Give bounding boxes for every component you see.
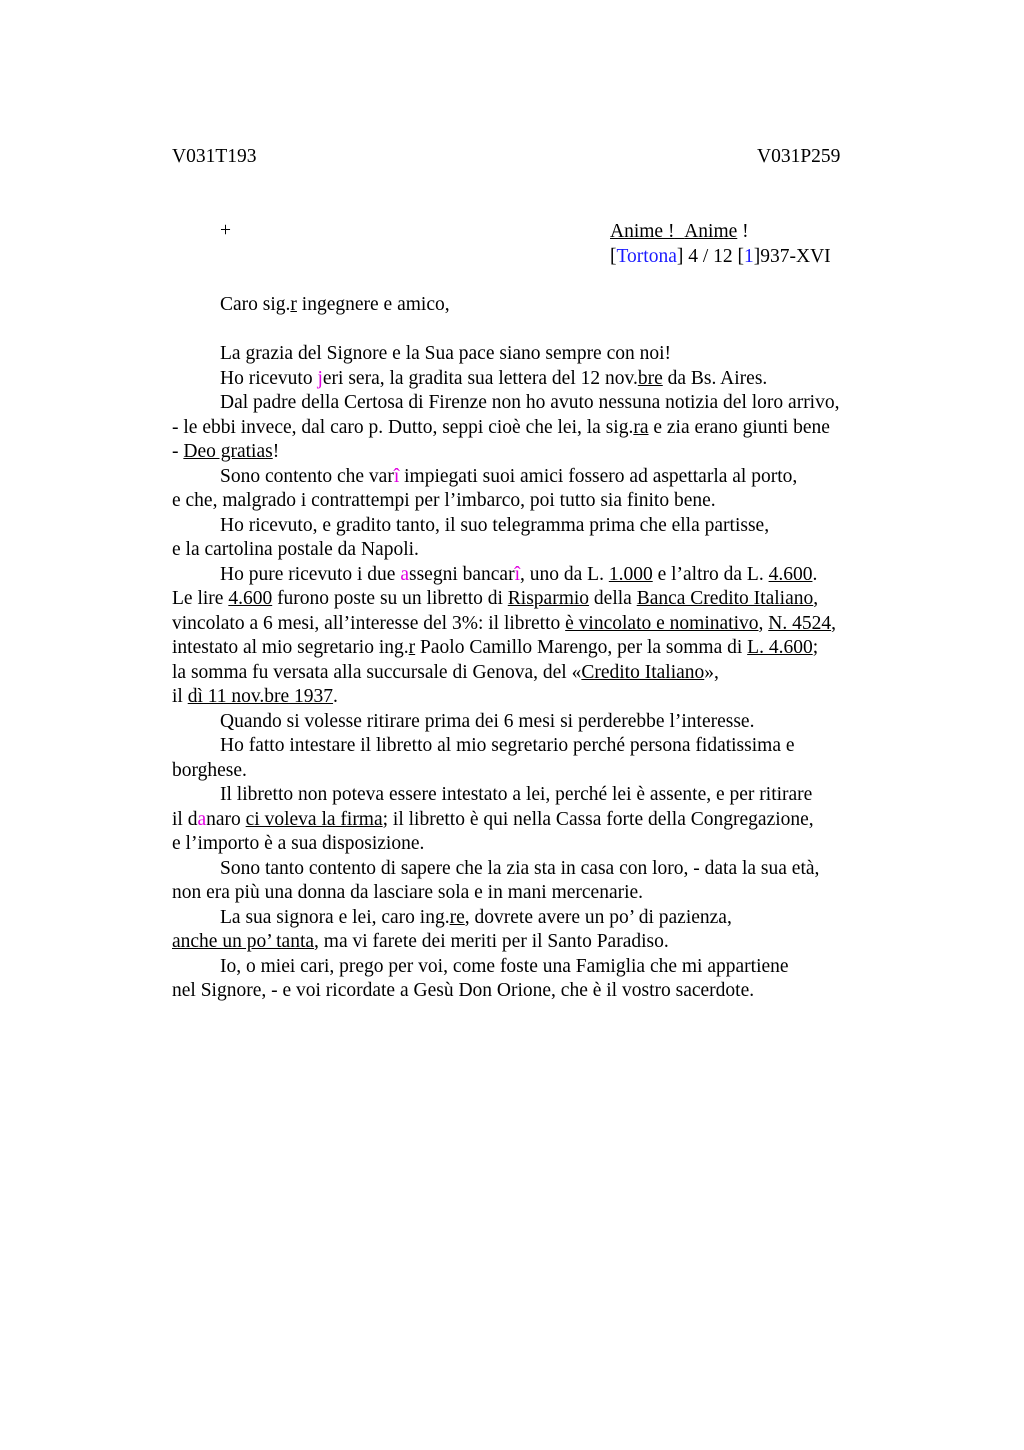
- letter-line: e che, malgrado i contrattempi per l’imbarco, poi tutto sia finito bene.: [172, 490, 716, 511]
- motto-part2: Anime: [684, 221, 738, 242]
- underlined: 4.600: [228, 588, 273, 609]
- letter-line: [172, 612, 892, 637]
- text: »,: [704, 661, 719, 683]
- text: il d: [172, 808, 198, 830]
- text: La sua signora e lei, caro ing.: [220, 906, 450, 928]
- underlined: Banca Credito Italiano: [636, 588, 814, 609]
- dateline: [610, 245, 831, 270]
- letter-line: [172, 808, 892, 833]
- correction: a: [400, 563, 409, 585]
- underlined: anche un po’ tanta: [172, 931, 315, 952]
- text: ,: [831, 612, 836, 634]
- underlined: dì 11 nov.bre 1937: [187, 686, 334, 707]
- text: Sono contento che var: [220, 465, 394, 487]
- text: - le ebbi invece, dal caro p. Dutto, seppi cioè che lei, la sig.: [172, 416, 634, 438]
- archive-code-left: V031T193: [172, 146, 257, 167]
- underlined: 1.000: [608, 563, 653, 585]
- letter-line: [172, 906, 892, 931]
- letter-line: [172, 440, 892, 465]
- underlined: L. 4.600: [747, 637, 813, 658]
- underlined: re: [449, 906, 465, 928]
- letter-line: Quando si volesse ritirare prima dei 6 mesi si perderebbe l’interesse.: [220, 710, 755, 732]
- letter-line: Dal padre della Certosa di Firenze non ho avuto nessuna notizia del loro arrivo,: [220, 392, 840, 413]
- dateline-day: ] 4 / 12 [: [676, 245, 745, 267]
- text: e zia erano giunti bene: [648, 416, 830, 438]
- correction: î: [393, 465, 400, 487]
- letter-line: [172, 636, 892, 661]
- text: -: [172, 441, 184, 462]
- letter-line: Il libretto non poteva essere intestato a lei, perché lei è assente, e per ritirare: [220, 784, 813, 805]
- letter-line: e l’importo è a sua disposizione.: [172, 833, 425, 854]
- text: furono poste su un libretto di: [272, 588, 508, 609]
- cross-mark: +: [220, 220, 231, 241]
- text: intestato al mio segretario ing.: [172, 637, 409, 658]
- underlined: Deo gratias: [183, 441, 273, 462]
- letter-body: [172, 293, 892, 1004]
- correction: j: [317, 367, 323, 389]
- salutation-text-end: ingegnere e amico,: [296, 294, 450, 315]
- text: !: [272, 441, 280, 462]
- underlined: 4.600: [768, 563, 813, 585]
- letter-line: nel Signore, - e voi ricordate a Gesù Don Orione, che è il vostro sacerdote.: [172, 980, 755, 1001]
- underlined: r: [408, 637, 416, 658]
- text: impiegati suoi amici fossero ad aspettarla al porto,: [399, 465, 798, 487]
- salutation-text: Caro sig.: [220, 294, 291, 315]
- letter-line: [172, 367, 892, 392]
- underlined: è vincolato e nominativo: [565, 612, 759, 634]
- dateline-year: ]937-XVI: [753, 245, 831, 267]
- text: e l’altro da L.: [652, 563, 769, 585]
- text: Le lire: [172, 588, 229, 609]
- dateline-bracket: [: [610, 245, 617, 267]
- text: eri sera, la gradita sua lettera del 12 nov.: [322, 367, 638, 389]
- salutation-abbr: r: [290, 294, 297, 315]
- underlined: N. 4524: [768, 612, 832, 634]
- underlined: bre: [637, 367, 663, 389]
- letter-line: e la cartolina postale da Napoli.: [172, 539, 419, 560]
- letter-line: [172, 416, 892, 441]
- letter-line: Io, o miei cari, prego per voi, come foste una Famiglia che mi appartiene: [220, 955, 789, 977]
- letter-line: [172, 685, 892, 710]
- text: ,: [758, 612, 769, 634]
- correction: î: [514, 563, 520, 585]
- letter-line: [172, 661, 892, 686]
- underlined: Credito Italiano: [581, 661, 705, 683]
- correction: a: [197, 808, 207, 830]
- motto: [610, 220, 831, 245]
- text: ;: [812, 637, 819, 658]
- motto-block: [610, 220, 831, 269]
- text: .: [333, 686, 338, 707]
- text: ,: [813, 588, 819, 609]
- text: , uno da L.: [520, 563, 609, 585]
- text: Ho ricevuto: [220, 367, 318, 389]
- letter-line: La grazia del Signore e la Sua pace siano sempre con noi!: [220, 343, 672, 364]
- text: da Bs. Aires.: [662, 367, 768, 389]
- text: .: [812, 563, 818, 585]
- text: il: [172, 686, 188, 707]
- dateline-digit: 1: [744, 245, 754, 267]
- text: ; il libretto è qui nella Cassa forte della Congregazione,: [382, 808, 814, 830]
- text: ssegni bancar: [408, 563, 515, 585]
- letter-line: [172, 930, 892, 955]
- archive-code-right: V031P259: [757, 146, 841, 167]
- text: naro: [206, 808, 246, 830]
- letter-line: Ho fatto intestare il libretto al mio segretario perché persona fidatissima e: [220, 735, 795, 756]
- motto-part3: !: [737, 221, 749, 242]
- text: della: [589, 588, 637, 609]
- letter-line: Ho ricevuto, e gradito tanto, il suo telegramma prima che ella partisse,: [220, 514, 770, 536]
- letter-line: [172, 465, 892, 490]
- text: vincolato a 6 mesi, all’interesse del 3%: il libretto: [172, 612, 566, 634]
- text: Paolo Camillo Marengo, per la somma di: [415, 637, 748, 658]
- underlined: ra: [633, 416, 649, 438]
- spacer: [172, 318, 892, 343]
- letter-line: Sono tanto contento di sapere che la zia sta in casa con loro, - data la sua età,: [220, 857, 820, 879]
- text: , dovrete avere un po’ di pazienza,: [464, 906, 732, 928]
- underlined: ci voleva la firma: [245, 808, 383, 830]
- text: Ho pure ricevuto i due: [220, 563, 401, 585]
- text: la somma fu versata alla succursale di Genova, del «: [172, 661, 582, 683]
- letter-line: [172, 587, 892, 612]
- motto-part1: Anime !: [610, 221, 675, 242]
- salutation: [172, 293, 892, 318]
- letter-line: non era più una donna da lasciare sola e in mani mercenarie.: [172, 882, 644, 903]
- motto-underlined: [610, 221, 737, 242]
- text: , ma vi farete dei meriti per il Santo Paradiso.: [314, 931, 669, 952]
- dateline-place: Tortona: [616, 245, 677, 267]
- letter-line: [172, 563, 892, 588]
- letter-line: borghese.: [172, 759, 247, 781]
- underlined: Risparmio: [507, 588, 590, 609]
